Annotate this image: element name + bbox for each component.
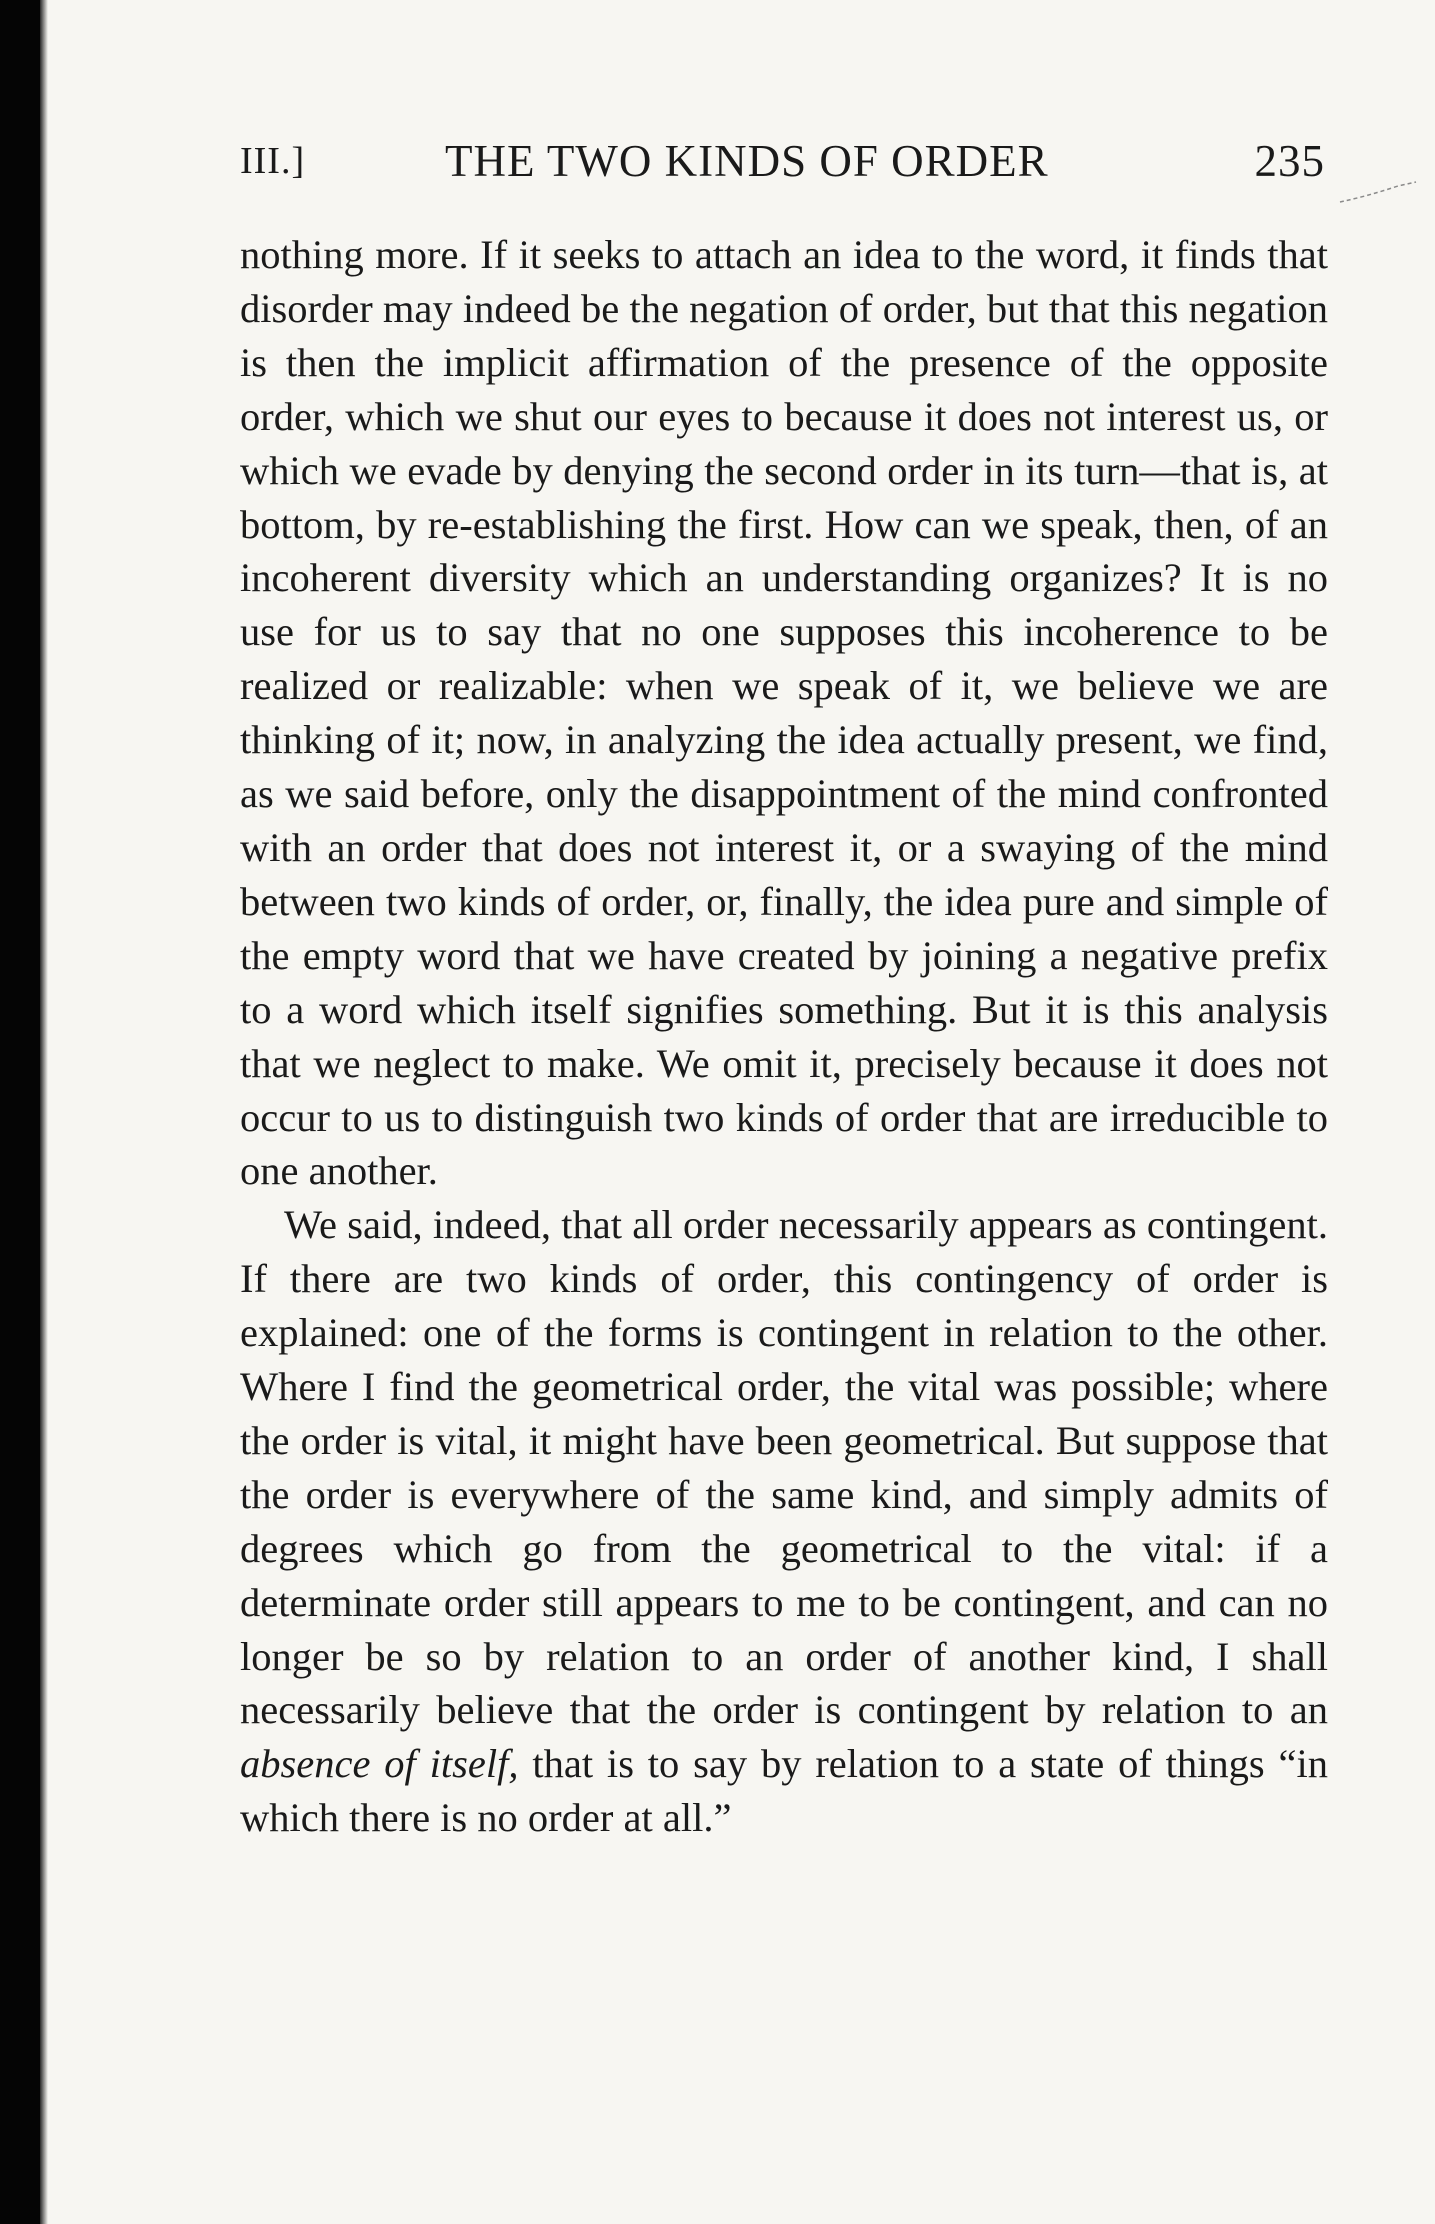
spine-edge-gradient [40,0,48,2224]
paragraph-1: nothing more. If it seeks to attach an idea to the word, it finds that disorder may indeed be the negation of order, but that this negation is then the implicit affirmation of the presence of the opposite order, which we shut our eyes to because it does not interest us, or which we evade by denying the second order in its turn—that is, at bottom, by re-establishing the first. How can we speak, then, of an incoherent diversity which an understanding organizes? It is no use for us to say that no one supposes this incoherence to be realized or realizable: when we speak of it, we believe we are thinking of it; now, in analyzing the idea actually present, we find, as we said before, only the disappointment of the mind confronted with an order that does not interest it, or a swaying of the mind between two kinds of order, or, finally, the idea pure and simple of the empty word that we have created by joining a negative prefix to a word which itself signifies something. But it is this analysis that we neglect to make. We omit it, precisely because it does not occur to us to distinguish two kinds of order that are irreducible to one another. [240,232,1328,1194]
paragraph-2-text-a: We said, indeed, that all order necessarily appears as contingent. If there are two kinds of order, this contingency of order is explained: one of the forms is contingent in relation to the other. Where I find the geometrical order, the vital was possible; where the order is vital, it might have been geometrical. But suppose that the order is everywhere of the same kind, and simply admits of degrees which go from the geometrical to the vital: if a determinate order still appears to me to be contingent, and can no longer be so by relation to an order of another kind, I shall necessarily believe that the order is contingent by relation to an [240,1202,1328,1733]
italic-phrase: absence of itself, [240,1741,519,1787]
page-body-text [240,228,1328,1845]
chapter-marker: III.] [240,140,306,182]
pencil-mark [1338,180,1418,206]
paragraph-2 [240,1198,1328,1845]
running-header [240,133,1325,189]
book-spine-shadow [0,0,40,2224]
running-title: THE TWO KINDS OF ORDER [445,136,1049,186]
page-number: 235 [1254,136,1325,186]
paragraph-2-text-b: that is to say by relation to a state of things “in which there is no order at all.” [240,1741,1329,1841]
